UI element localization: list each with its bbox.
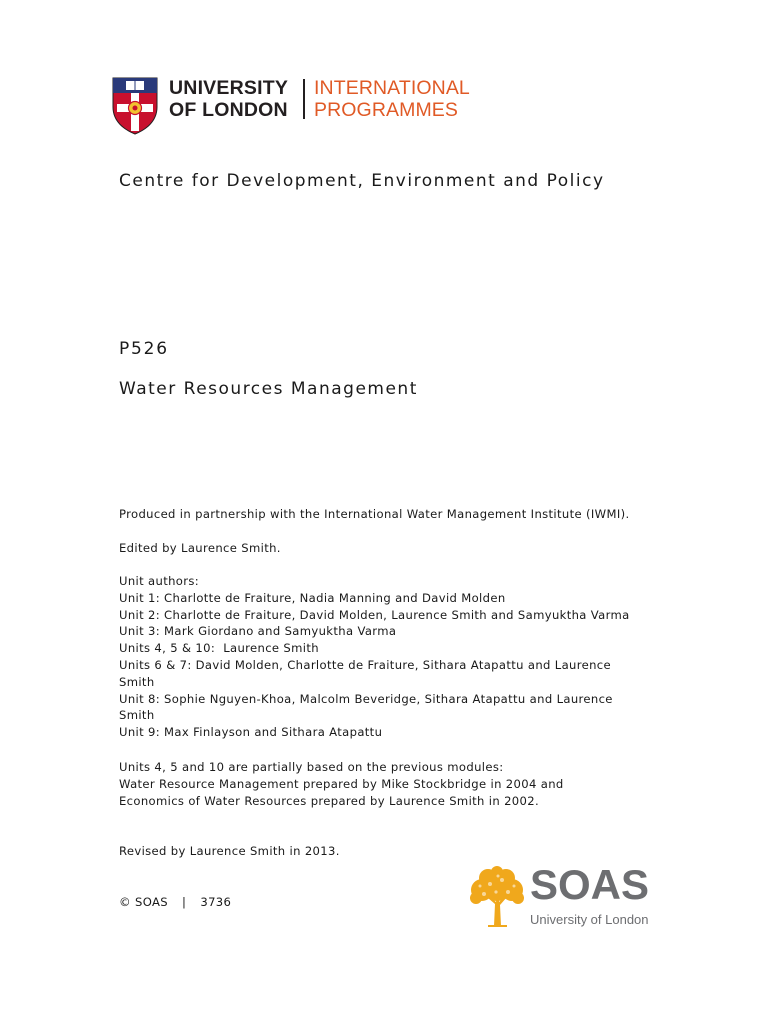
copyright-line: [119, 895, 231, 909]
unit-authors-section: [119, 573, 659, 741]
soas-subtitle: University of London: [530, 912, 649, 927]
copyright-separator: |: [182, 895, 187, 909]
author-line: Unit 2: Charlotte de Fraiture, David Molden, Laurence Smith and Samyuktha Varma: [119, 607, 630, 622]
logo-divider: [303, 79, 305, 119]
publisher-name: SOAS: [135, 895, 168, 909]
author-line: Units 4, 5 & 10: Laurence Smith: [119, 641, 319, 656]
unit-authors-heading: Unit authors:: [119, 574, 199, 588]
author-line: Unit 8: Sophie Nguyen-Khoa, Malcolm Beveridge, Sithara Atapattu and Laurence: [119, 691, 613, 706]
soas-logo: [468, 861, 658, 932]
soas-tree-icon: [468, 866, 526, 928]
module-title: Water Resources Management: [119, 379, 418, 399]
author-line: Unit 3: Mark Giordano and Samyuktha Varma: [119, 624, 397, 639]
author-line: Smith: [119, 708, 155, 723]
international-programmes-wordmark: INTERNATIONAL PROGRAMMES: [314, 77, 470, 121]
centre-name: Centre for Development, Environment and Policy: [119, 171, 605, 191]
revision-note: Revised by Laurence Smith in 2013.: [119, 844, 340, 858]
author-line: Units 6 & 7: David Molden, Charlotte de Fraiture, Sithara Atapattu and Laurence: [119, 657, 611, 672]
editor-statement: Edited by Laurence Smith.: [119, 541, 281, 555]
author-line: Unit 9: Max Finlayson and Sithara Atapattu: [119, 725, 383, 740]
module-code: P526: [119, 339, 169, 359]
document-number: 3736: [200, 895, 232, 909]
copyright-symbol: ©: [119, 895, 131, 909]
author-line: Unit 1: Charlotte de Fraiture, Nadia Manning and David Molden: [119, 590, 506, 605]
author-line: Smith: [119, 674, 155, 689]
university-crest-icon: [112, 77, 158, 135]
previous-modules-note: Units 4, 5 and 10 are partially based on the previous modules: Water Resource Management prepared by Mike Stockbridge in 2004 and Economics of Water Resources prepared by Laurence Smith in 2002.: [119, 760, 564, 808]
soas-wordmark: SOAS: [530, 861, 650, 908]
university-of-london-wordmark: UNIVERSITY OF LONDON: [169, 77, 289, 121]
partnership-statement: Produced in partnership with the International Water Management Institute (IWMI).: [119, 507, 630, 521]
university-of-london-logo: [112, 77, 482, 137]
